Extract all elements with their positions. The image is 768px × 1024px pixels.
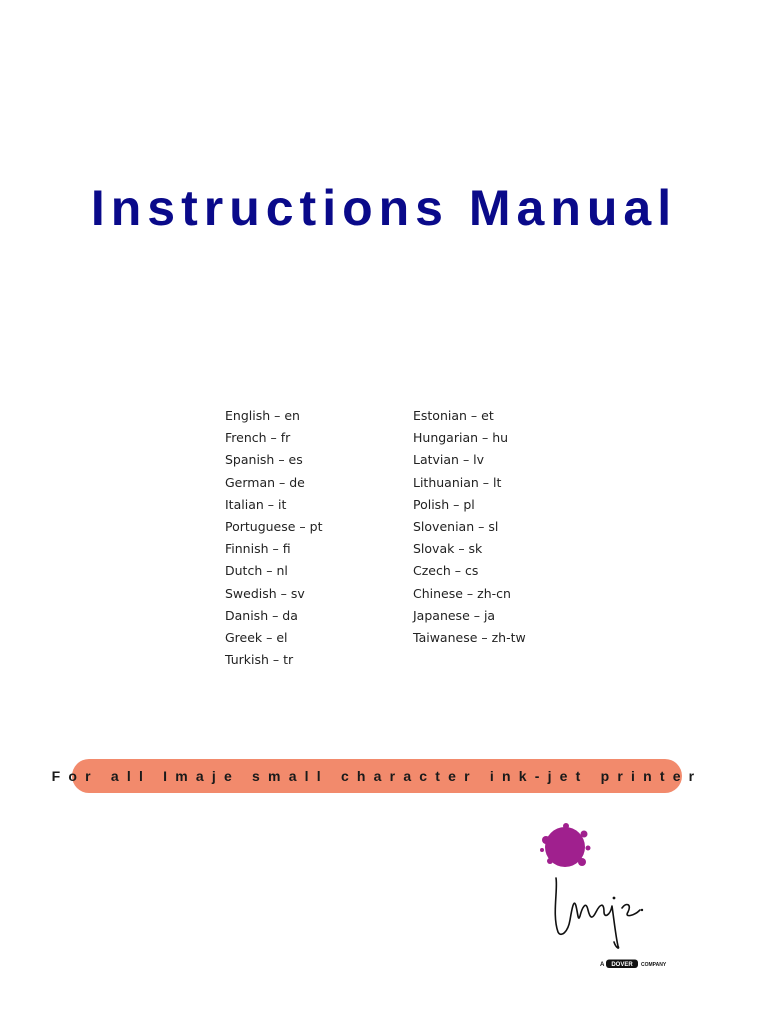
language-item: Dutch – nl bbox=[225, 563, 288, 579]
language-item: Lithuanian – lt bbox=[413, 474, 502, 490]
language-item: Chinese – zh-cn bbox=[413, 585, 511, 601]
language-item: Hungarian – hu bbox=[413, 430, 509, 446]
language-item: Slovak – sk bbox=[413, 541, 483, 557]
company-suffix: COMPANY bbox=[641, 962, 667, 968]
language-item: Estonian – et bbox=[413, 408, 494, 423]
language-item: Spanish – es bbox=[225, 452, 303, 468]
language-item: French – fr bbox=[225, 430, 291, 446]
language-item: Latvian – lv bbox=[413, 452, 485, 468]
language-item: Italian – it bbox=[225, 496, 287, 512]
language-item: Turkish – tr bbox=[225, 652, 294, 668]
language-item: Slovenian – sl bbox=[413, 518, 499, 534]
imaje-wordmark-signature bbox=[555, 878, 640, 948]
language-item: Czech – cs bbox=[413, 563, 479, 579]
language-item: German – de bbox=[225, 474, 305, 490]
language-item: Polish – pl bbox=[413, 496, 475, 512]
language-item: Swedish – sv bbox=[225, 585, 305, 601]
language-item: Japanese – ja bbox=[413, 607, 496, 623]
imaje-logo-graphic bbox=[530, 820, 690, 980]
language-item: Greek – el bbox=[225, 629, 288, 645]
printer-banner bbox=[51, 759, 703, 793]
language-list-left bbox=[225, 405, 323, 671]
language-item: English – en bbox=[225, 408, 300, 423]
language-item: Finnish – fi bbox=[225, 541, 291, 557]
language-item: Danish – da bbox=[225, 607, 298, 623]
company-name: DOVER bbox=[611, 962, 633, 969]
language-item: Taiwanese – zh-tw bbox=[413, 629, 526, 645]
ink-splat-icon bbox=[540, 823, 591, 867]
company-prefix: A bbox=[600, 962, 605, 968]
imaje-logo bbox=[530, 820, 690, 980]
banner-text: For all Imaje small character ink-jet printer bbox=[51, 768, 703, 784]
manual-title: Instructions Manual bbox=[90, 180, 678, 236]
language-item: Portuguese – pt bbox=[225, 518, 323, 534]
language-list-right bbox=[413, 405, 526, 649]
